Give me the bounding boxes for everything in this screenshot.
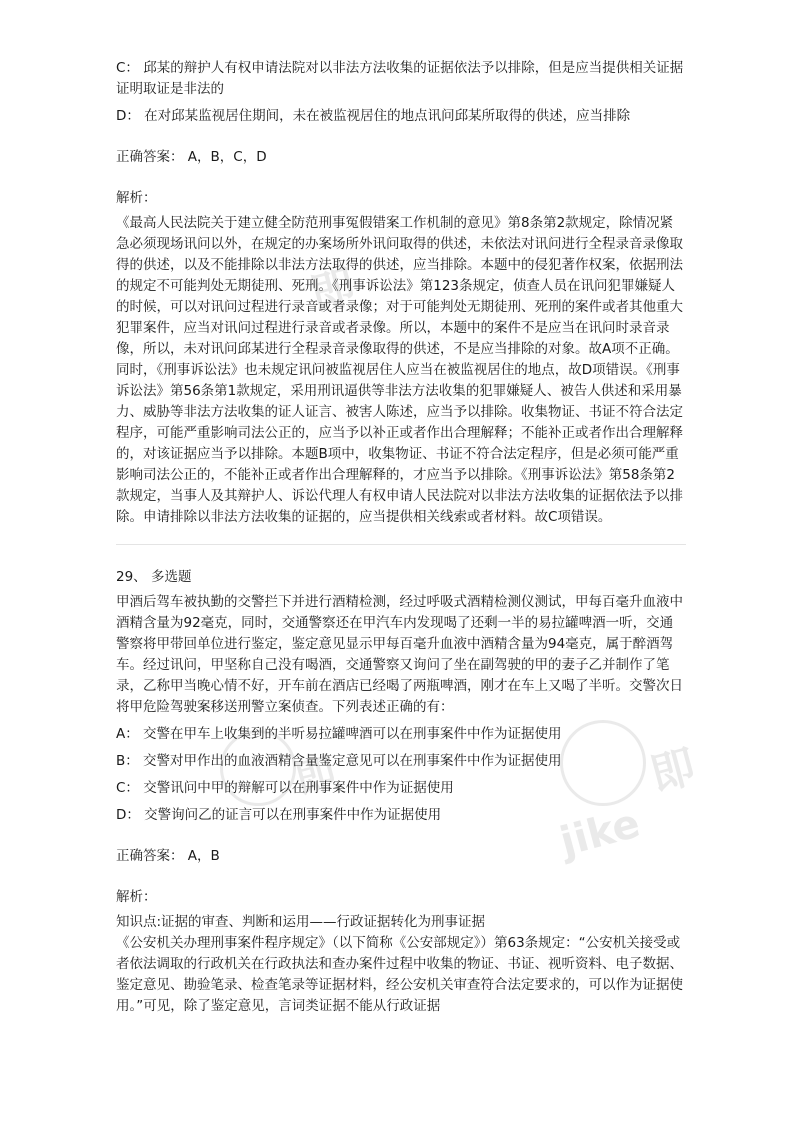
option-a: A： 交警在甲车上收集到的半听易拉罐啤酒可以在刑事案件中作为证据使用 [116, 726, 562, 742]
option-d: D： 在对邱某监视居住期间，未在被监视居住的地点讯问邱某所取得的供述，应当排除 [116, 108, 631, 124]
option-c: C： 交警讯问中甲的辩解可以在刑事案件中作为证据使用 [116, 780, 454, 796]
correct-answer: 正确答案： A，B [116, 848, 220, 864]
watermark-text: 即 [645, 741, 702, 802]
option-b: B： 交警对甲作出的血液酒精含量鉴定意见可以在刑事案件中作为证据使用 [116, 753, 562, 769]
document-body [116, 58, 686, 1017]
question-header: 29、 多选题 [116, 569, 192, 585]
analysis-label: 解析： [116, 889, 157, 905]
analysis-text: 《公安机关办理刑事案件程序规定》（以下简称《公安部规定》）第63条规定：“公安机关接受或者依法调取的行政机关在行政执法和查办案件过程中收集的物证、书证、视听资料、电子数据、鉴定意见、勘验笔录、检查笔录等证据材料，经公安机关审查符合法定要求的，可以作为证据使用。”可见，除了鉴定意见，言词类证据不能从行政证据 [116, 935, 683, 1014]
question-stem: 甲酒后驾车被执勤的交警拦下并进行酒精检测，经过呼吸式酒精检测仪测试，甲每百毫升血液中酒精含量为92毫克，同时，交通警察还在甲汽车内发现喝了还剩一半的易拉罐啤酒一听，交通警察将甲带回单位进行鉴定，鉴定意见显示甲每百毫升血液中酒精含量为94毫克，属于醉酒驾车。经过讯问，甲坚称自己没有喝酒，交通警察又询问了坐在副驾驶的甲的妻子乙并制作了笔录，乙称甲当晚心情不好，开车前在酒店已经喝了两瓶啤酒，刚才在车上又喝了半听。交警次日将甲危险驾驶案移送刑警立案侦查。下列表述正确的有： [116, 594, 683, 715]
watermark-text: jike [555, 800, 645, 866]
correct-answer: 正确答案： A，B，C，D [116, 149, 267, 165]
watermark-text: 即 [290, 749, 342, 805]
divider [116, 544, 686, 545]
analysis-label: 解析： [116, 190, 157, 206]
knowledge-point: 知识点:证据的审查、判断和运用——行政证据转化为刑事证据 [116, 914, 486, 930]
analysis-text: 《最高人民法院关于建立健全防范刑事冤假错案工作机制的意见》第8条第2款规定，除情况紧急必须现场讯问以外，在规定的办案场所外讯问取得的供述，未依法对讯问进行全程录音录像取得的供述，以及不能排除以非法方法取得的供述，应当排除。本题中的侵犯著作权案，依据刑法的规定不可能判处无期徒刑、死刑。《刑事诉讼法》第123条规定，侦查人员在讯问犯罪嫌疑人的时候，可以对讯问过程进行录音或者录像；对于可能判处无期徒刑、死刑的案件或者其他重大犯罪案件，应当对讯问过程进行录音或者录像。所以，本题中的案件不是应当在讯问时录音录像，所以，未对讯问邱某进行全程录音录像取得的供述，不是应当排除的对象。故A项不正确。同时，《刑事诉讼法》也未规定讯问被监视居住人应当在被监视居住的地点，故D项错误。《刑事诉讼法》第56条第1款规定，采用刑讯逼供等非法方法收集的犯罪嫌疑人、被告人供述和采用暴力、威胁等非法方法收集的证人证言、被害人陈述，应当予以排除。收集物证、书证不符合法定程序，可能严重影响司法公正的，应当予以补正或者作出合理解释；不能补正或者作出合理解释的，对该证据应当予以排除。本题B项中，收集物证、书证不符合法定程序，但是必须可能严重影响司法公正的，不能补正或者作出合理解释的，才应当予以排除。《刑事诉讼法》第58条第2款规定，当事人及其辩护人、诉讼代理人有权申请人民法院对以非法方法收集的证据依法予以排除。申请排除以非法方法收集的证据的，应当提供相关线索或者材料。故C项错误。 [116, 215, 683, 525]
option-d: D： 交警询问乙的证言可以在刑事案件中作为证据使用 [116, 807, 442, 823]
watermark-text: 即 [305, 261, 362, 322]
option-c: C： 邱某的辩护人有权申请法院对以非法方法收集的证据依法予以排除，但是应当提供相关证据证明取证是非法的 [116, 60, 684, 97]
